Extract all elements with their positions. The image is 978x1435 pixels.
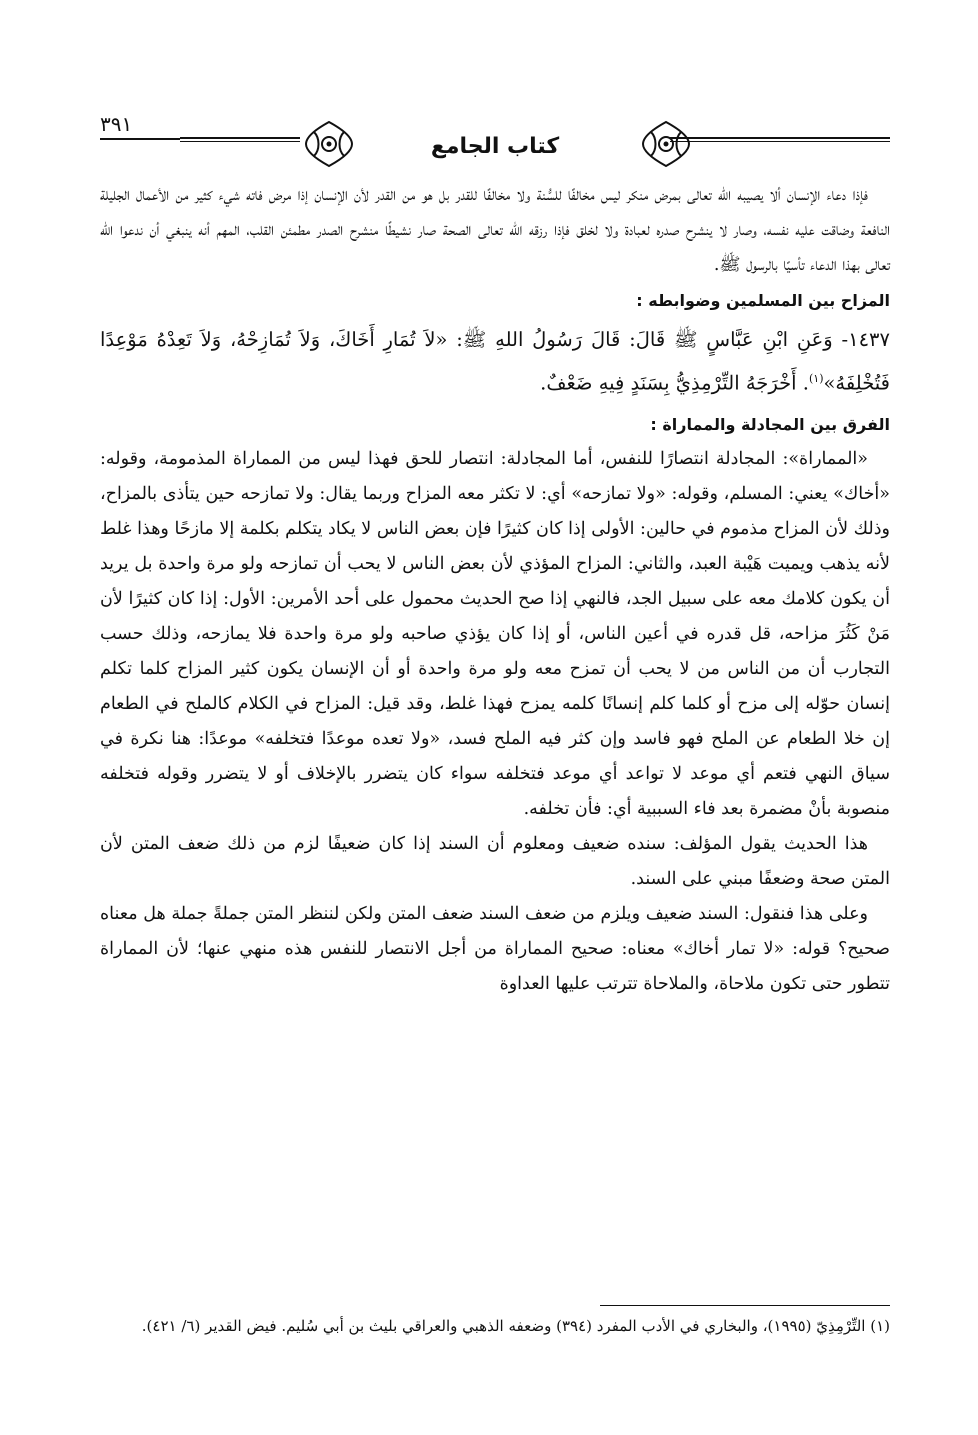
page-header (100, 112, 890, 174)
header-rule-right-thin (670, 141, 890, 142)
hadith-text (100, 320, 890, 403)
page-body (100, 178, 890, 1002)
footnote-divider (600, 1305, 890, 1306)
footnote-ref: (١) (808, 372, 824, 385)
header-rule-right (670, 137, 890, 139)
hadith-number: ١٤٣٧ (848, 328, 890, 351)
commentary-paragraph: وعلى هذا فنقول: السند ضعيف ويلزم من ضعف السند ضعف المتن ولكن لننظر المتن جملةً جملة هل معناه صحيح؟ قوله: «لا تمار أخاك» معناه: صحيح المماراة من أجل الانتصار للنفس هذه منهي عنها؛ لأن المماراة تتطور حتى تكون ملاحاة، والملاحاة تترتب عليها العداوة (100, 903, 890, 994)
ornament-right-icon (637, 118, 695, 170)
commentary-paragraph: هذا الحديث يقول المؤلف: سنده ضعيف ومعلوم أن السند إذا كان ضعيفًا لزم من ذلك ضعف المتن لأن المتن صحة وضعفًا مبني على السند. (100, 833, 890, 889)
paragraph-dua: فإذا دعاء الإنسان ألا يصيبه الله تعالى بمرض منكر ليس مخالفًا للسُّنة ولا مخالفًا للقدر بل هو من القدر لأن الإنسان إذا مرض فاته شيء كثير من الأعمال الجليلة النافعة وضاقت عليه نفسه، وصار لا ينشرح صدره لعبادة ولا لخلق فإذا رزقه الله تعالى الصحة صار نشيطًا منشرح الصدر مطمئن القلب، المهم أنه ينبغي أن ندعوا الله تعالى بهذا الدعاء تأسيًا بالرسول ﷺ. (100, 185, 890, 275)
book-page (100, 100, 890, 1410)
commentary-paragraph: «المماراة»: المجادلة انتصارًا للنفس، أما المجادلة: انتصار للحق فهذا ليس من المماراة المذمومة، وقوله: «أخاك» يعني: المسلم، وقوله: «ولا تمازحه» أي: لا تكثر معه المزاح وربما يقال: ولا تمازحه حين يتأذى بالمزاح، وذلك لأن المزاح مذموم في حالين: الأولى إذا كان كثيرًا فإن بعض الناس لا يكاد يتكلم بكلمة إلا مازحًا وهذا غلط لأنه يذهب ويميت هَيْبة العبد، والثاني: المزاح المؤذي لأن بعض الناس لا يحب أن تمازحه ولو مرة واحدة بل يريد أن يكون كلامك معه على سبيل الجد، فالنهي إذا صح الحديث محمول على أحد الأمرين: الأول: إذا كان كثيرًا لأن مَنْ كَثُرَ مزاحه، قل قدره في أعين الناس، أو إذا كان يؤذي صاحبه ولو مرة واحدة فلا يمازحه، وذلك حسب التجارب أن من الناس من لا يحب أن تمزح معه ولو مرة واحدة أو أن الإنسان يكون كثير المزاح كلما تكلم إنسان حوّله إلى مزح أو كلما كلم إنسانًا كلمه يمزح فهذا غلط، وقد قيل: المزاح في الكلام كالملح في الطعام إن خلا الطعام عن الملح فهو فاسد وإن كثر فيه الملح فسد، «ولا تعده موعدًا فتخلفه» موعدًا: هنا نكرة في سياق النهي فتعم أي موعد لا تواعد أي موعد فتخلفه سواء كان يتضرر بالإخلاف أو لا يتضرر وقوله فتخلفه منصوبة بأنْ مضمرة بعد فاء السببية أي: فأن تخلفه. (100, 448, 890, 819)
section-heading-dispute: الفرق بين المجادلة والمماراة : (650, 414, 890, 434)
section-heading-jesting: المزاح بين المسلمين وضوابطه : (636, 291, 890, 310)
footnote: (١) التِّرْمِذِيّ (١٩٩٥)، والبخاري في الأدب المفرد (٣٩٤) وضعفه الذهبي والعراقي بليث بن أبي سُليم. فيض القدير (٦/ ٤٢١). (141, 1317, 890, 1335)
page-number: ٣٩١ (100, 112, 180, 140)
hadith-body: - وَعَنِ ابْنِ عَبَّاسٍ ﷺ قَالَ: قَالَ رَسُولُ اللهِ ﷺ: «لاَ تُمَارِ أَخَاكَ، وَلاَ تُمَازِحْهُ، وَلاَ تَعِدْهُ مَوْعِدًا فَتُخْلِفَهُ» (100, 328, 890, 395)
hadith-takhrij: . أَخْرَجَهُ التِّرْمِذِيُّ بِسَنَدٍ فِيهِ ضَعْفٌ. (540, 371, 809, 395)
running-title: كتاب الجامع (430, 134, 560, 159)
